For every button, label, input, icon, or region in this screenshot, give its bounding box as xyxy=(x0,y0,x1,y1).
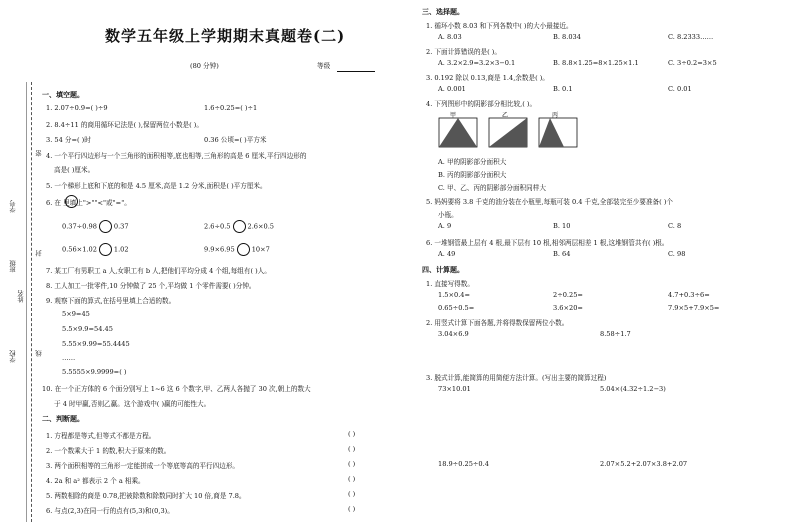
calc-3-item: 18.9÷0.25÷0.4 xyxy=(438,460,489,468)
compare-row2-a xyxy=(62,243,129,256)
figure-label-yi: 乙 xyxy=(502,112,509,119)
choice-3-opt-b[interactable]: B. 0.1 xyxy=(553,85,573,93)
choice-6-opt-a[interactable]: A. 49 xyxy=(438,250,456,258)
fill-q3a: 3. 54 分=( )时 xyxy=(46,136,91,144)
exam-time: (80 分钟) xyxy=(190,62,219,70)
side-number-label: 学号 xyxy=(10,200,17,213)
calc-1-item: 3.6×20= xyxy=(553,304,583,312)
compare-row1-a xyxy=(62,220,129,233)
pattern-line-5: 5.5555×9.9999=( ) xyxy=(62,368,127,376)
choice-6: 6. 一堆钢管最上层有 4 根,最下层有 10 根,相邻两层相差 1 根,这堆钢管共有( )根。 xyxy=(426,239,669,247)
calc-1: 1. 直接写得数。 xyxy=(426,280,474,288)
choice-4-opt-b[interactable]: B. 丙的阴影部分面积大 xyxy=(438,171,507,179)
choice-4-opt-c[interactable]: C. 甲、乙、丙的阴影部分面积同样大 xyxy=(438,184,546,192)
side-school-label: 学校 xyxy=(10,350,17,363)
fill-q7: 7. 某工厂有男职工 a 人,女职工有 b 人,把他们平均分成 4 个组,每组有( )人。 xyxy=(46,267,271,275)
choice-2-opt-a[interactable]: A. 3.2×2.9=3.2×3−0.1 xyxy=(438,59,516,67)
calc-1-item: 2÷0.25= xyxy=(553,291,583,299)
fill-q6: 6. 在 里填上">""<"或"="。 xyxy=(46,199,131,207)
judge-6: 6. 与点(2,3)在同一行的点有(5,3)和(0,3)。 xyxy=(46,507,174,515)
fill-q1b: 1.6÷0.25=( )÷1 xyxy=(204,104,258,112)
choice-2-opt-b[interactable]: B. 8.8×1.25=8×1.25×1.1 xyxy=(553,59,639,67)
choice-2: 2. 下面计算错误的是( )。 xyxy=(426,48,501,56)
section-choice: 三、选择题。 xyxy=(422,7,464,16)
compare-expr: 9.9×6.95 xyxy=(204,245,235,254)
pattern-line-3: 5.55×9.99=55.4445 xyxy=(62,340,130,348)
judge-answer-3[interactable]: ( ) xyxy=(348,460,356,468)
compare-expr: 2.6×0.5 xyxy=(247,222,274,231)
choice-5-line2: 小瓶。 xyxy=(438,211,458,219)
judge-5: 5. 两数相除的商是 0.78,把被除数和除数同时扩大 10 倍,商是 7.8。 xyxy=(46,492,246,500)
section-fill-in: 一、填空题。 xyxy=(42,90,84,99)
compare-circle[interactable] xyxy=(237,243,250,256)
calc-3-item: 73×10.01 xyxy=(438,385,471,393)
calc-1-item: 4.7+0.3÷6= xyxy=(668,291,710,299)
compare-circle[interactable] xyxy=(233,220,246,233)
choice-2-opt-c[interactable]: C. 3÷0.2=3×5 xyxy=(668,59,717,67)
choice-1-opt-c[interactable]: C. 8.2333…… xyxy=(668,33,714,41)
choice-3: 3. 0.192 除以 0.13,商是 1.4,余数是( )。 xyxy=(426,74,549,82)
pattern-line-1: 5×9=45 xyxy=(62,310,90,318)
compare-expr: 0.37÷0.98 xyxy=(62,222,97,231)
fill-q10-line1: 10. 在一个正方体的 6 个面分别写上 1~6 这 6 个数字,甲、乙两人各抛了 30 次,朝上的数大 xyxy=(42,385,311,393)
compare-expr: 1.02 xyxy=(113,245,129,254)
side-class-label: 班级 xyxy=(10,260,17,273)
judge-1: 1. 方程都是等式,但等式不都是方程。 xyxy=(46,432,156,440)
fill-q2: 2. 8.4÷11 的商用循环记法是( ),保留两位小数是( )。 xyxy=(46,121,203,129)
grade-blank[interactable] xyxy=(337,71,375,72)
side-seal-text: 密 xyxy=(36,150,43,157)
binding-dashed-line xyxy=(31,82,32,522)
choice-5-opt-c[interactable]: C. 8 xyxy=(668,222,682,230)
fill-q4-line1: 4. 一个平行四边形与一个三角形的面积相等,底也相等,三角形的高是 6 厘米,平行四边形的 xyxy=(46,152,307,160)
page-title: 数学五年级上学期期末真题卷(二) xyxy=(105,27,346,45)
choice-5-opt-a[interactable]: A. 9 xyxy=(438,222,452,230)
judge-answer-5[interactable]: ( ) xyxy=(348,490,356,498)
fill-q3b: 0.36 公顷=( )平方米 xyxy=(204,136,267,144)
choice-1-opt-b[interactable]: B. 8.034 xyxy=(553,33,581,41)
compare-circle-example xyxy=(65,195,78,208)
calc-1-item: 0.65÷0.5= xyxy=(438,304,475,312)
judge-2: 2. 一个数乘大于 1 的数,积大于原来的数。 xyxy=(46,447,171,455)
figure-yi xyxy=(489,112,527,147)
figure-bing xyxy=(539,112,577,147)
compare-expr: 2.6÷0.5 xyxy=(204,222,231,231)
fill-q4-line2: 高是( )厘米。 xyxy=(54,166,95,174)
compare-circle[interactable] xyxy=(99,243,112,256)
judge-answer-2[interactable]: ( ) xyxy=(348,445,356,453)
side-seal-text-3: 线 xyxy=(36,350,43,357)
judge-3: 3. 两个面积相等的三角形一定能拼成一个等底等高的平行四边形。 xyxy=(46,462,240,470)
choice-3-opt-a[interactable]: A. 0.001 xyxy=(438,85,466,93)
calc-3-item: 2.07×5.2+2.07×3.8+2.07 xyxy=(600,460,688,468)
compare-circle[interactable] xyxy=(99,220,112,233)
figure-label-bing: 丙 xyxy=(552,112,559,119)
figure-jia xyxy=(439,111,477,147)
binding-rule xyxy=(26,82,27,522)
pattern-line-2: 5.5×9.9=54.45 xyxy=(62,325,113,333)
choice-6-opt-c[interactable]: C. 98 xyxy=(668,250,686,258)
compare-row2-b xyxy=(204,243,270,256)
shaded-figures xyxy=(438,111,578,148)
calc-2: 2. 用竖式计算下面各题,并将得数保留两位小数。 xyxy=(426,319,569,327)
fill-q1a: 1. 2.07÷0.9=( )÷9 xyxy=(46,104,108,112)
fill-q8: 8. 工人加工一批零件,10 分钟做了 25 个,平均做 1 个零件需要( )分钟。 xyxy=(46,282,256,290)
choice-5-line1: 5. 妈妈要将 3.8 千克的油分装在小瓶里,每瓶可装 0.4 千克,全部装完至少要准备( )个 xyxy=(426,198,673,206)
choice-6-opt-b[interactable]: B. 64 xyxy=(553,250,571,258)
pattern-ellipsis: …… xyxy=(62,354,76,362)
side-name-label: 姓名 xyxy=(18,290,25,303)
calc-2-item: 8.58÷1.7 xyxy=(600,330,631,338)
choice-1-opt-a[interactable]: A. 8.03 xyxy=(438,33,462,41)
calc-2-item: 3.04×6.9 xyxy=(438,330,469,338)
calc-3-item: 5.04×(4.32÷1.2−3) xyxy=(600,385,666,393)
compare-row1-b xyxy=(204,220,274,233)
fill-q5: 5. 一个梯形上底和下底的和是 4.5 厘米,高是 1.2 分米,面积是( )平方厘米。 xyxy=(46,182,267,190)
compare-expr: 0.37 xyxy=(113,222,129,231)
side-seal-text-2: 封 xyxy=(36,250,43,257)
figure-label-jia: 甲 xyxy=(450,112,457,119)
judge-answer-1[interactable]: ( ) xyxy=(348,430,356,438)
grade-label: 等级 xyxy=(317,62,331,70)
choice-4: 4. 下列图形中的阴影部分相比较,( )。 xyxy=(426,100,537,108)
choice-1: 1. 循环小数 8.03̇ 和下列各数中( )的大小最接近。 xyxy=(426,22,573,30)
judge-answer-6[interactable]: ( ) xyxy=(348,505,356,513)
calc-1-item: 1.5×0.4= xyxy=(438,291,471,299)
compare-expr: 0.56×1.02 xyxy=(62,245,97,254)
choice-4-opt-a[interactable]: A. 甲的阴影部分面积大 xyxy=(438,158,507,166)
judge-4: 4. 2a 和 a² 都表示 2 个 a 相乘。 xyxy=(46,477,145,485)
section-judge: 二、判断题。 xyxy=(42,414,84,423)
fill-q9: 9. 观察下面的算式,在括号里填上合适的数。 xyxy=(46,297,176,305)
calc-3: 3. 脱式计算,能简算的用简便方法计算。(写出主要的简算过程) xyxy=(426,374,607,382)
fill-q10-line2: 于 4 时甲赢,否则乙赢。这个游戏中( )赢的可能性大。 xyxy=(54,400,211,408)
choice-5-opt-b[interactable]: B. 10 xyxy=(553,222,571,230)
compare-expr: 10×7 xyxy=(251,245,270,254)
calc-1-item: 7.9×5+7.9×5= xyxy=(668,304,720,312)
judge-answer-4[interactable]: ( ) xyxy=(348,475,356,483)
section-calc: 四、计算题。 xyxy=(422,265,464,274)
choice-3-opt-c[interactable]: C. 0.01 xyxy=(668,85,692,93)
